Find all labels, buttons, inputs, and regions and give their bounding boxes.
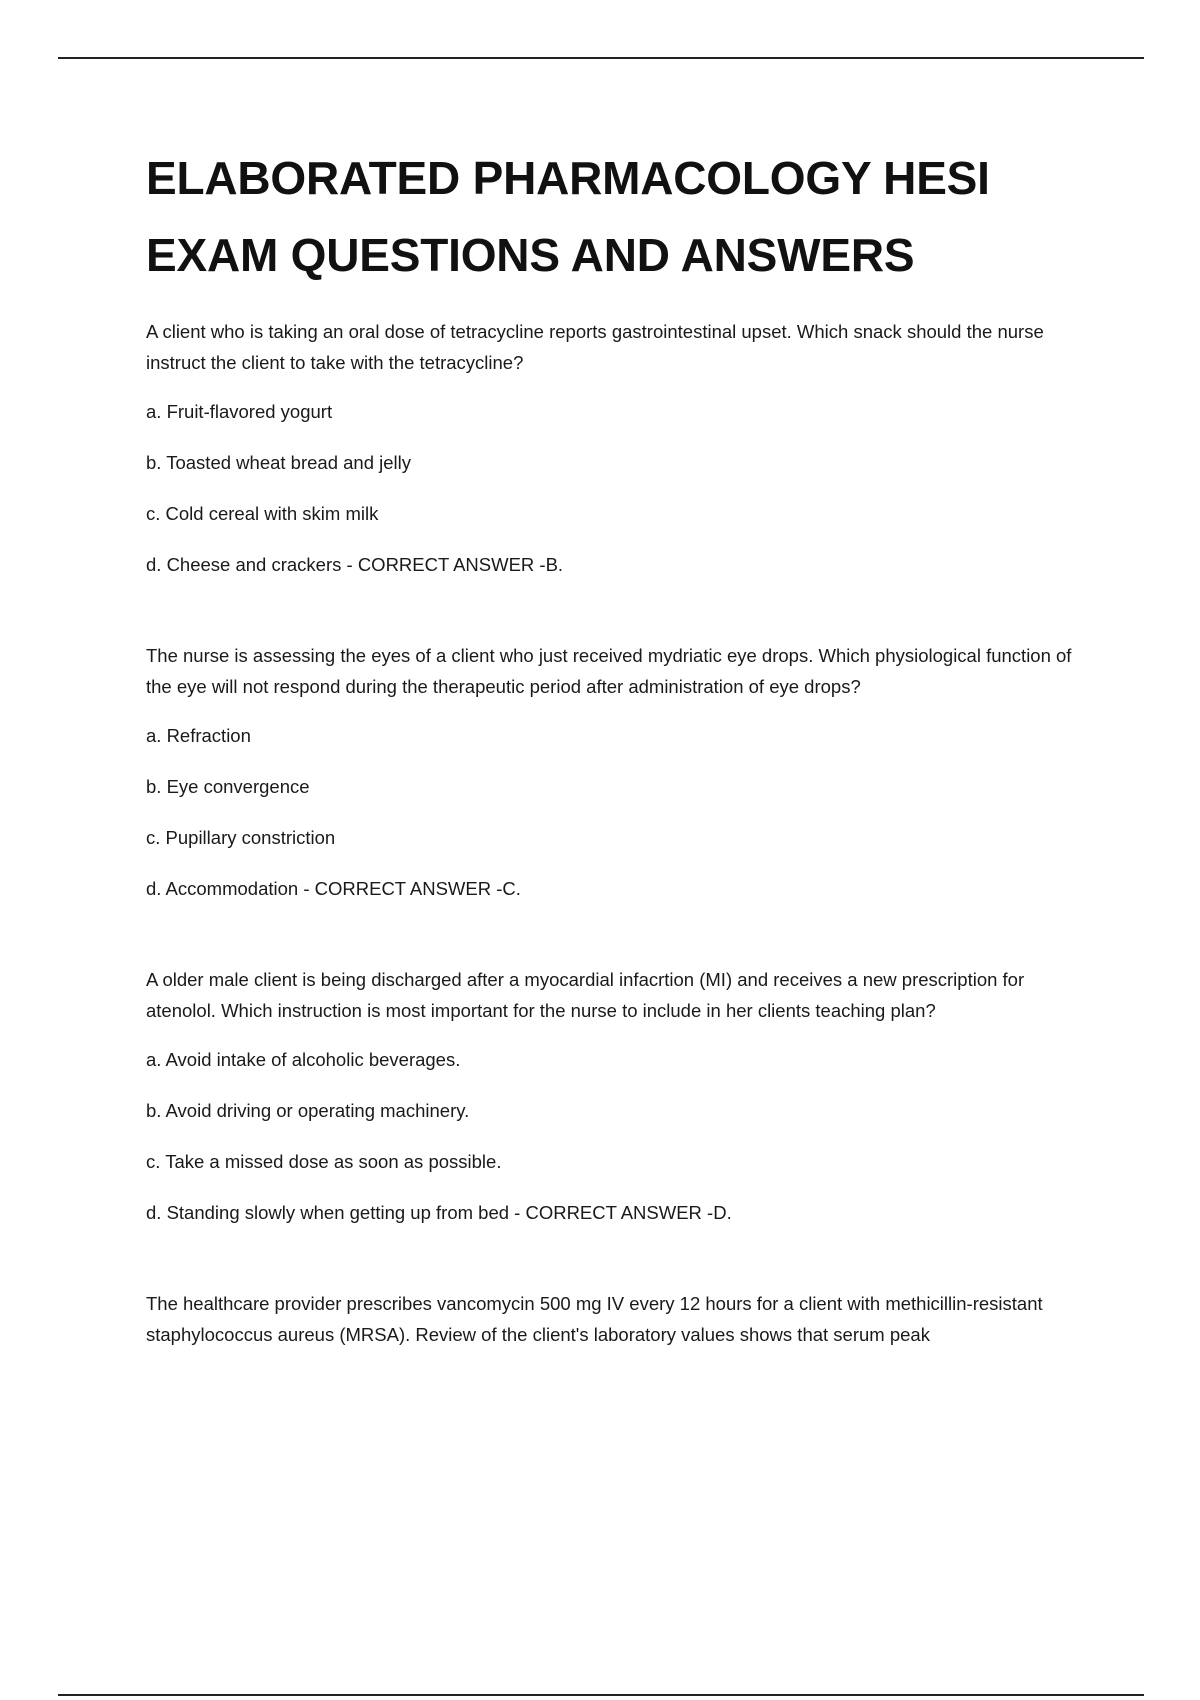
top-rule bbox=[58, 57, 1144, 59]
question-text: The nurse is assessing the eyes of a client who just received mydriatic eye drops. Which physiological function of the eye will not respond during the therapeutic period after administration of eye drops? bbox=[146, 645, 1072, 697]
answer-option-a: a. Avoid intake of alcoholic beverages. bbox=[146, 1049, 461, 1070]
answer-option-c: c. Cold cereal with skim milk bbox=[146, 503, 379, 524]
answer-option-c: c. Take a missed dose as soon as possible. bbox=[146, 1151, 502, 1172]
document-title bbox=[146, 140, 1096, 294]
question-1 bbox=[146, 316, 1096, 580]
answer-option-d: d. Accommodation - CORRECT ANSWER -C. bbox=[146, 878, 521, 899]
bottom-rule bbox=[58, 1694, 1144, 1696]
answer-option-d: d. Standing slowly when getting up from bed - CORRECT ANSWER -D. bbox=[146, 1202, 732, 1223]
answer-option-c: c. Pupillary constriction bbox=[146, 827, 336, 848]
answer-option-a: a. Refraction bbox=[146, 725, 251, 746]
question-2 bbox=[146, 640, 1096, 904]
answer-option-b: b. Avoid driving or operating machinery. bbox=[146, 1100, 470, 1121]
question-text: A client who is taking an oral dose of tetracycline reports gastrointestinal upset. Which snack should the nurse instruct the client to take with the tetracycline? bbox=[146, 321, 1044, 373]
title-line-1: ELABORATED PHARMACOLOGY HESI bbox=[146, 152, 990, 204]
question-3 bbox=[146, 964, 1096, 1228]
title-line-2: EXAM QUESTIONS AND ANSWERS bbox=[146, 229, 915, 281]
document-body bbox=[146, 140, 1096, 1350]
answer-option-b: b. Eye convergence bbox=[146, 776, 310, 797]
question-text: The healthcare provider prescribes vancomycin 500 mg IV every 12 hours for a client with methicillin-resistant staphylococcus aureus (MRSA). Review of the client's laboratory values shows that serum peak bbox=[146, 1293, 1043, 1345]
answer-option-d: d. Cheese and crackers - CORRECT ANSWER -B. bbox=[146, 554, 564, 575]
question-text: A older male client is being discharged after a myocardial infacrtion (MI) and receives a new prescription for atenolol. Which instruction is most important for the nurse to include in her clients teaching plan? bbox=[146, 969, 1025, 1021]
answer-option-b: b. Toasted wheat bread and jelly bbox=[146, 452, 412, 473]
answer-option-a: a. Fruit-flavored yogurt bbox=[146, 401, 333, 422]
question-4 bbox=[146, 1288, 1096, 1350]
